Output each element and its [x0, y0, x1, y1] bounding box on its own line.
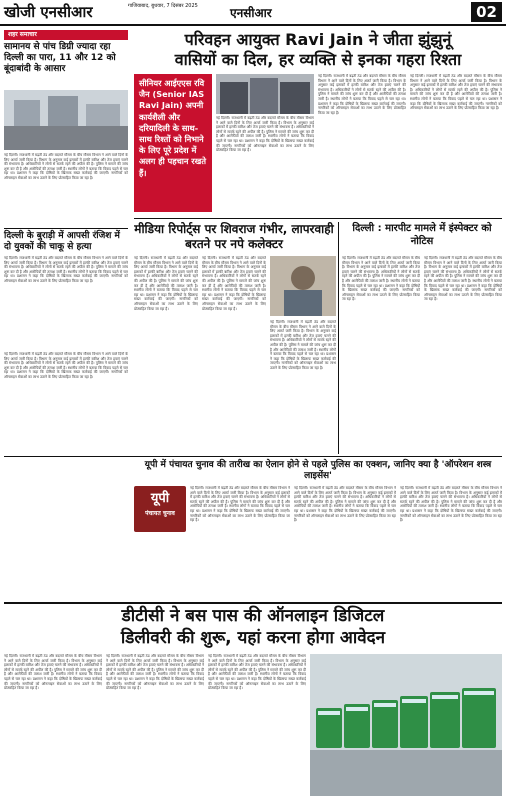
story-photo — [270, 256, 336, 316]
story-headline: दिल्ली : मारपीट मामले में इंस्पेक्टर को नोटिस — [352, 223, 492, 247]
story-body: नई दिल्ली। राजधानी में बढ़ती ठंड और बदलते मौसम के बीच मौसम विभाग ने आने वाले दिनों के लिए अलर्ट जारी किया है। विभाग के अनुसार कई इलाकों में हल्की बारिश और तेज हवाएं चलने की संभावना है। अधिकारियों ने लोगों से सतर्क रहने की अपील की है। पुलिस ने मामले की जांच शुरू कर दी है और आरोपियों की तलाश जारी है। स्थानीय लोगों ने बताया कि विवाद पहले से चल रहा था। प्रशासन ने कहा कि दोषियों के खिलाफ सख्त कार्रवाई की जाएगी। नागरिकों को ऑनलाइन सेवाओं का लाभ उठाने के लिए प्रोत्साहित किया जा रहा है। — [4, 256, 128, 283]
story-body: नई दिल्ली। राजधानी में बढ़ती ठंड और बदलते मौसम के बीच मौसम विभाग ने आने वाले दिनों के लिए अलर्ट जारी किया है। विभाग के अनुसार कई इलाकों में हल्की बारिश और तेज हवाएं चलने की संभावना है। अधिकारियों ने लोगों से सतर्क रहने की अपील की है। पुलिस ने मामले की जांच शुरू कर दी है और आरोपियों की तलाश जारी है। स्थानीय लोगों ने बताया कि विवाद पहले से चल रहा था। प्रशासन ने कहा कि दोषियों के खिलाफ सख्त कार्रवाई की जाएगी। नागरिकों को ऑनलाइन सेवाओं का लाभ उठाने के लिए प्रोत्साहित किया जा रहा है। — [294, 486, 396, 523]
divider — [134, 218, 502, 219]
paper-name: खोजी एनसीआर — [4, 3, 93, 21]
panchayat-logo — [134, 486, 186, 532]
lead-body: नई दिल्ली। राजधानी में बढ़ती ठंड और बदलते मौसम के बीच मौसम विभाग ने आने वाले दिनों के लिए अलर्ट जारी किया है। विभाग के अनुसार कई इलाकों में हल्की बारिश और तेज हवाएं चलने की संभावना है। अधिकारियों ने लोगों से सतर्क रहने की अपील की है। पुलिस ने मामले की जांच शुरू कर दी है और आरोपियों की तलाश जारी है। स्थानीय लोगों ने बताया कि विवाद पहले से चल रहा था। प्रशासन ने कहा कि दोषियों के खिलाफ सख्त कार्रवाई की जाएगी। नागरिकों को ऑनलाइन सेवाओं का लाभ उठाने के लिए प्रोत्साहित किया जा रहा है। — [410, 74, 502, 111]
page-number: 02 — [471, 2, 502, 22]
bus-image — [344, 704, 370, 748]
story-headline: दिल्ली के बुराड़ी में आपसी रंजिश में दो युवकों की चाकू से हत्या — [4, 231, 120, 252]
lead-photo — [216, 74, 314, 114]
story-body: नई दिल्ली। राजधानी में बढ़ती ठंड और बदलते मौसम के बीच मौसम विभाग ने आने वाले दिनों के लिए अलर्ट जारी किया है। विभाग के अनुसार कई इलाकों में हल्की बारिश और तेज हवाएं चलने की संभावना है। अधिकारियों ने लोगों से सतर्क रहने की अपील की है। पुलिस ने मामले की जांच शुरू कर दी है और आरोपियों की तलाश जारी है। स्थानीय लोगों ने बताया कि विवाद पहले से चल रहा था। प्रशासन ने कहा कि दोषियों के खिलाफ सख्त कार्रवाई की जाएगी। नागरिकों को ऑनलाइन सेवाओं का लाभ उठाने के लिए प्रोत्साहित किया जा रहा है। — [4, 153, 128, 180]
divider — [4, 228, 128, 229]
story-body: नई दिल्ली। राजधानी में बढ़ती ठंड और बदलते मौसम के बीच मौसम विभाग ने आने वाले दिनों के लिए अलर्ट जारी किया है। विभाग के अनुसार कई इलाकों में हल्की बारिश और तेज हवाएं चलने की संभावना है। अधिकारियों ने लोगों से सतर्क रहने की अपील की है। पुलिस ने मामले की जांच शुरू कर दी है और आरोपियों की तलाश जारी है। स्थानीय लोगों ने बताया कि विवाद पहले से चल रहा था। प्रशासन ने कहा कि दोषियों के खिलाफ सख्त कार्रवाई की जाएगी। नागरिकों को ऑनलाइन सेवाओं का लाभ उठाने के लिए प्रोत्साहित किया जा रहा है। — [134, 256, 198, 311]
divider — [4, 456, 502, 457]
bottom-headline-line2: डिलीवरी की शुरू, यहां करना होगा आवेदन — [120, 628, 386, 648]
lead-headline-line1: परिवहन आयुक्त Ravi Jain ने जीता झुंझुनूं — [184, 30, 452, 49]
story-body: नई दिल्ली। राजधानी में बढ़ती ठंड और बदलते मौसम के बीच मौसम विभाग ने आने वाले दिनों के लिए अलर्ट जारी किया है। विभाग के अनुसार कई इलाकों में हल्की बारिश और तेज हवाएं चलने की संभावना है। अधिकारियों ने लोगों से सतर्क रहने की अपील की है। पुलिस ने मामले की जांच शुरू कर दी है और आरोपियों की तलाश जारी है। स्थानीय लोगों ने बताया कि विवाद पहले से चल रहा था। प्रशासन ने कहा कि दोषियों के खिलाफ सख्त कार्रवाई की जाएगी। नागरिकों को ऑनलाइन सेवाओं का लाभ उठाने के लिए प्रोत्साहित किया जा रहा है। — [342, 256, 420, 302]
bottom-headline-line1: डीटीसी ने बस पास की ऑनलाइन डिजिटल — [121, 606, 385, 626]
story-body: नई दिल्ली। राजधानी में बढ़ती ठंड और बदलते मौसम के बीच मौसम विभाग ने आने वाले दिनों के लिए अलर्ट जारी किया है। विभाग के अनुसार कई इलाकों में हल्की बारिश और तेज हवाएं चलने की संभावना है। अधिकारियों ने लोगों से सतर्क रहने की अपील की है। पुलिस ने मामले की जांच शुरू कर दी है और आरोपियों की तलाश जारी है। स्थानीय लोगों ने बताया कि विवाद पहले से चल रहा था। प्रशासन ने कहा कि दोषियों के खिलाफ सख्त कार्रवाई की जाएगी। नागरिकों को ऑनलाइन सेवाओं का लाभ उठाने के लिए प्रोत्साहित किया जा रहा है। — [202, 256, 266, 311]
bus-image — [316, 708, 342, 748]
story-headline: मीडिया रिपोर्ट्स पर शिवराज गंभीर, लापरवाही बरतने पर नपे कलेक्टर — [134, 222, 334, 251]
story-body: नई दिल्ली। राजधानी में बढ़ती ठंड और बदलते मौसम के बीच मौसम विभाग ने आने वाले दिनों के लिए अलर्ट जारी किया है। विभाग के अनुसार कई इलाकों में हल्की बारिश और तेज हवाएं चलने की संभावना है। अधिकारियों ने लोगों से सतर्क रहने की अपील की है। पुलिस ने मामले की जांच शुरू कर दी है और आरोपियों की तलाश जारी है। स्थानीय लोगों ने बताया कि विवाद पहले से चल रहा था। प्रशासन ने कहा कि दोषियों के खिलाफ सख्त कार्रवाई की जाएगी। नागरिकों को ऑनलाइन सेवाओं का लाभ उठाने के लिए प्रोत्साहित किया जा रहा है। — [4, 654, 102, 691]
divider — [4, 602, 502, 604]
dtc-bus-photo — [310, 654, 502, 796]
story-body: नई दिल्ली। राजधानी में बढ़ती ठंड और बदलते मौसम के बीच मौसम विभाग ने आने वाले दिनों के लिए अलर्ट जारी किया है। विभाग के अनुसार कई इलाकों में हल्की बारिश और तेज हवाएं चलने की संभावना है। अधिकारियों ने लोगों से सतर्क रहने की अपील की है। पुलिस ने मामले की जांच शुरू कर दी है और आरोपियों की तलाश जारी है। स्थानीय लोगों ने बताया कि विवाद पहले से चल रहा था। प्रशासन ने कहा कि दोषियों के खिलाफ सख्त कार्रवाई की जाएगी। नागरिकों को ऑनलाइन सेवाओं का लाभ उठाने के लिए प्रोत्साहित किया जा रहा है। — [270, 320, 336, 370]
column-rule — [338, 222, 339, 454]
logo-text: यूपी — [150, 491, 170, 506]
logo-subtext: पंचायत चुनाव — [145, 510, 175, 517]
story-body: नई दिल्ली। राजधानी में बढ़ती ठंड और बदलते मौसम के बीच मौसम विभाग ने आने वाले दिनों के लिए अलर्ट जारी किया है। विभाग के अनुसार कई इलाकों में हल्की बारिश और तेज हवाएं चलने की संभावना है। अधिकारियों ने लोगों से सतर्क रहने की अपील की है। पुलिस ने मामले की जांच शुरू कर दी है और आरोपियों की तलाश जारी है। स्थानीय लोगों ने बताया कि विवाद पहले से चल रहा था। प्रशासन ने कहा कि दोषियों के खिलाफ सख्त कार्रवाई की जाएगी। नागरिकों को ऑनलाइन सेवाओं का लाभ उठाने के लिए प्रोत्साहित किया जा रहा है। — [208, 654, 306, 691]
masthead — [0, 0, 506, 26]
story-photo — [4, 90, 128, 150]
bus-image — [462, 688, 496, 748]
bus-image — [400, 696, 428, 748]
section-name: एनसीआर — [230, 6, 272, 20]
story-body: नई दिल्ली। राजधानी में बढ़ती ठंड और बदलते मौसम के बीच मौसम विभाग ने आने वाले दिनों के लिए अलर्ट जारी किया है। विभाग के अनुसार कई इलाकों में हल्की बारिश और तेज हवाएं चलने की संभावना है। अधिकारियों ने लोगों से सतर्क रहने की अपील की है। पुलिस ने मामले की जांच शुरू कर दी है और आरोपियों की तलाश जारी है। स्थानीय लोगों ने बताया कि विवाद पहले से चल रहा था। प्रशासन ने कहा कि दोषियों के खिलाफ सख्त कार्रवाई की जाएगी। नागरिकों को ऑनलाइन सेवाओं का लाभ उठाने के लिए प्रोत्साहित किया जा रहा है। — [106, 654, 204, 691]
pull-quote-box: सीनियर आईएएस रवि जैन (Senior IAS Ravi Jain) अपनी कार्यशैली और दरियादिली के साथ-साथ रिश्तों को निभाने के लिए पूरे प्रदेश में अलग ही पहचान रखते हैं। — [134, 74, 212, 212]
bus-image — [372, 700, 398, 748]
story-body: नई दिल्ली। राजधानी में बढ़ती ठंड और बदलते मौसम के बीच मौसम विभाग ने आने वाले दिनों के लिए अलर्ट जारी किया है। विभाग के अनुसार कई इलाकों में हल्की बारिश और तेज हवाएं चलने की संभावना है। अधिकारियों ने लोगों से सतर्क रहने की अपील की है। पुलिस ने मामले की जांच शुरू कर दी है और आरोपियों की तलाश जारी है। स्थानीय लोगों ने बताया कि विवाद पहले से चल रहा था। प्रशासन ने कहा कि दोषियों के खिलाफ सख्त कार्रवाई की जाएगी। नागरिकों को ऑनलाइन सेवाओं का लाभ उठाने के लिए प्रोत्साहित किया जा रहा है। — [400, 486, 502, 523]
story-headline: सामानय से पांच डिग्री ज्यादा रहा दिल्ली का पारा, 11 और 12 को बूंदाबांदी के आसार — [4, 42, 116, 74]
road — [310, 750, 502, 796]
lead-body: नई दिल्ली। राजधानी में बढ़ती ठंड और बदलते मौसम के बीच मौसम विभाग ने आने वाले दिनों के लिए अलर्ट जारी किया है। विभाग के अनुसार कई इलाकों में हल्की बारिश और तेज हवाएं चलने की संभावना है। अधिकारियों ने लोगों से सतर्क रहने की अपील की है। पुलिस ने मामले की जांच शुरू कर दी है और आरोपियों की तलाश जारी है। स्थानीय लोगों ने बताया कि विवाद पहले से चल रहा था। प्रशासन ने कहा कि दोषियों के खिलाफ सख्त कार्रवाई की जाएगी। नागरिकों को ऑनलाइन सेवाओं का लाभ उठाने के लिए प्रोत्साहित किया जा रहा है। — [318, 74, 406, 115]
story-body: नई दिल्ली। राजधानी में बढ़ती ठंड और बदलते मौसम के बीच मौसम विभाग ने आने वाले दिनों के लिए अलर्ट जारी किया है। विभाग के अनुसार कई इलाकों में हल्की बारिश और तेज हवाएं चलने की संभावना है। अधिकारियों ने लोगों से सतर्क रहने की अपील की है। पुलिस ने मामले की जांच शुरू कर दी है और आरोपियों की तलाश जारी है। स्थानीय लोगों ने बताया कि विवाद पहले से चल रहा था। प्रशासन ने कहा कि दोषियों के खिलाफ सख्त कार्रवाई की जाएगी। नागरिकों को ऑनलाइन सेवाओं का लाभ उठाने के लिए प्रोत्साहित किया जा रहा है। — [424, 256, 502, 302]
bus-image — [430, 692, 460, 748]
story-headline: यूपी में पंचायत चुनाव की तारीख का ऐलान होने से पहले पुलिस का एक्शन, जानिए क्या है 'ऑपरेशन शस्त्र लाइसेंस' — [144, 460, 492, 481]
story-body: नई दिल्ली। राजधानी में बढ़ती ठंड और बदलते मौसम के बीच मौसम विभाग ने आने वाले दिनों के लिए अलर्ट जारी किया है। विभाग के अनुसार कई इलाकों में हल्की बारिश और तेज हवाएं चलने की संभावना है। अधिकारियों ने लोगों से सतर्क रहने की अपील की है। पुलिस ने मामले की जांच शुरू कर दी है और आरोपियों की तलाश जारी है। स्थानीय लोगों ने बताया कि विवाद पहले से चल रहा था। प्रशासन ने कहा कि दोषियों के खिलाफ सख्त कार्रवाई की जाएगी। नागरिकों को ऑनलाइन सेवाओं का लाभ उठाने के लिए प्रोत्साहित किया जा रहा है। — [4, 352, 128, 379]
section-tag: शहर समाचार — [4, 30, 128, 40]
lead-headline-line2: वासियों का दिल, हर व्यक्ति से इनका गहरा रिश्ता — [174, 50, 462, 69]
issue-date: गाजियाबाद, बुधवार, 7 दिसंबर 2025 — [128, 3, 198, 9]
lead-body: नई दिल्ली। राजधानी में बढ़ती ठंड और बदलते मौसम के बीच मौसम विभाग ने आने वाले दिनों के लिए अलर्ट जारी किया है। विभाग के अनुसार कई इलाकों में हल्की बारिश और तेज हवाएं चलने की संभावना है। अधिकारियों ने लोगों से सतर्क रहने की अपील की है। पुलिस ने मामले की जांच शुरू कर दी है और आरोपियों की तलाश जारी है। स्थानीय लोगों ने बताया कि विवाद पहले से चल रहा था। प्रशासन ने कहा कि दोषियों के खिलाफ सख्त कार्रवाई की जाएगी। नागरिकों को ऑनलाइन सेवाओं का लाभ उठाने के लिए प्रोत्साहित किया जा रहा है। — [216, 116, 314, 153]
story-body: नई दिल्ली। राजधानी में बढ़ती ठंड और बदलते मौसम के बीच मौसम विभाग ने आने वाले दिनों के लिए अलर्ट जारी किया है। विभाग के अनुसार कई इलाकों में हल्की बारिश और तेज हवाएं चलने की संभावना है। अधिकारियों ने लोगों से सतर्क रहने की अपील की है। पुलिस ने मामले की जांच शुरू कर दी है और आरोपियों की तलाश जारी है। स्थानीय लोगों ने बताया कि विवाद पहले से चल रहा था। प्रशासन ने कहा कि दोषियों के खिलाफ सख्त कार्रवाई की जाएगी। नागरिकों को ऑनलाइन सेवाओं का लाभ उठाने के लिए प्रोत्साहित किया जा रहा है। — [190, 486, 290, 523]
